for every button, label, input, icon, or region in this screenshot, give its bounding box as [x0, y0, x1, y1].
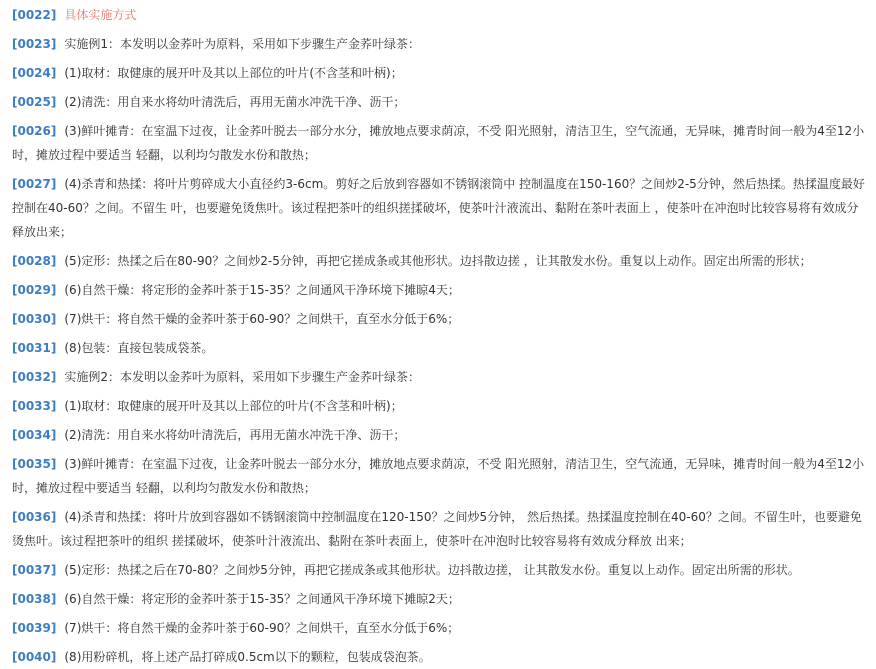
paragraph-number: [0034] [12, 428, 57, 442]
paragraph-number: [0026] [12, 124, 57, 138]
paragraph-0028 [12, 249, 868, 273]
paragraph-0024 [12, 61, 868, 85]
paragraph-text: (6)自然干燥：将定形的金荞叶茶于15-35？之间通风干净环境下摊晾2天； [64, 592, 460, 606]
paragraph-0036 [12, 505, 868, 553]
paragraph-number: [0039] [12, 621, 57, 635]
paragraph-number: [0024] [12, 66, 57, 80]
paragraph-text: (3)鲜叶摊青：在室温下过夜，让金荞叶脱去一部分水分，摊放地点要求荫凉，不受 阳光照射，清洁卫生，空气流通，无异味，摊青时间一般为4至12小时，摊放过程中要适当 轻翻，以利均匀散发水份和散热； [12, 457, 865, 495]
paragraph-number: [0032] [12, 370, 57, 384]
paragraph-0033 [12, 394, 868, 418]
paragraph-number: [0028] [12, 254, 57, 268]
paragraph-text: (6)自然干燥：将定形的金荞叶茶于15-35？之间通风干净环境下摊晾4天； [64, 283, 460, 297]
paragraph-text: (2)清洗：用自来水将幼叶清洗后，再用无菌水冲洗干净、沥干； [64, 428, 406, 442]
paragraph-text: (8)用粉碎机，将上述产品打碎成0.5cm以下的颗粒，包装成袋泡茶。 [64, 650, 431, 664]
paragraph-number: [0022] [12, 8, 57, 22]
paragraph-text: (7)烘干：将自然干燥的金荞叶茶于60-90？之间烘干，直至水分低于6%； [64, 621, 460, 635]
paragraph-number: [0031] [12, 341, 57, 355]
paragraph-text: 实施例1：本发明以金荞叶为原料，采用如下步骤生产金荞叶绿茶： [64, 37, 421, 51]
paragraph-text: (4)杀青和热揉：将叶片放到容器如不锈钢滚筒中控制温度在120-150？之间炒5分钟， 然后热揉。热揉温度控制在40-60？之间。不留生叶，也要避免烫焦叶。该过程把茶叶的组织 搓揉破坏，使茶叶汁液流出、黏附在茶叶表面上，使茶叶在冲泡时比较容易将有效成分释放 出来； [12, 510, 862, 548]
paragraph-text: (7)烘干：将自然干燥的金荞叶茶于60-90？之间烘干，直至水分低于6%； [64, 312, 460, 326]
paragraph-0035 [12, 452, 868, 500]
paragraph-number: [0033] [12, 399, 57, 413]
paragraph-number: [0036] [12, 510, 57, 524]
paragraph-0029 [12, 278, 868, 302]
paragraph-number: [0035] [12, 457, 57, 471]
paragraph-number: [0038] [12, 592, 57, 606]
paragraph-text: (3)鲜叶摊青：在室温下过夜，让金荞叶脱去一部分水分，摊放地点要求荫凉，不受 阳光照射，清洁卫生，空气流通，无异味，摊青时间一般为4至12小时，摊放过程中要适当 轻翻，以利均匀散发水份和散热； [12, 124, 865, 162]
paragraph-text: (2)清洗：用自来水将幼叶清洗后，再用无菌水冲洗干净、沥干； [64, 95, 406, 109]
paragraph-text: (1)取材：取健康的展开叶及其以上部位的叶片(不含茎和叶柄)； [64, 66, 403, 80]
paragraph-number: [0037] [12, 563, 57, 577]
paragraph-number: [0040] [12, 650, 57, 664]
paragraph-text: (5)定形：热揉之后在70-80？之间炒5分钟，再把它搓成条或其他形状。边抖散边搓， 让其散发水份。重复以上动作。固定出所需的形状。 [64, 563, 800, 577]
paragraph-0040 [12, 645, 868, 669]
paragraph-0022 [12, 3, 868, 27]
section-heading: 具体实施方式 [64, 8, 137, 22]
paragraph-0031 [12, 336, 868, 360]
paragraph-0037 [12, 558, 868, 582]
paragraph-text: (8)包装：直接包装成袋茶。 [64, 341, 214, 355]
paragraph-text: 实施例2：本发明以金荞叶为原料，采用如下步骤生产金荞叶绿茶： [64, 370, 421, 384]
paragraph-0026 [12, 119, 868, 167]
paragraph-number: [0029] [12, 283, 57, 297]
paragraph-0023 [12, 32, 868, 56]
paragraph-0039 [12, 616, 868, 640]
paragraph-text: (4)杀青和热揉：将叶片剪碎成大小直径约3-6cm。剪好之后放到容器如不锈钢滚筒中 控制温度在150-160？之间炒2-5分钟，然后热揉。热揉温度最好控制在40-60？之间。不留生 叶，也要避免烫焦叶。该过程把茶叶的组织搓揉破坏，使茶叶汁液流出、黏附在茶叶表面上 ，使茶叶在冲泡时比较容易将有效成分释放出来； [12, 177, 865, 239]
paragraph-number: [0025] [12, 95, 57, 109]
paragraph-number: [0027] [12, 177, 57, 191]
paragraph-number: [0023] [12, 37, 57, 51]
paragraph-0038 [12, 587, 868, 611]
paragraph-0027 [12, 172, 868, 244]
paragraph-0032 [12, 365, 868, 389]
paragraph-number: [0030] [12, 312, 57, 326]
paragraph-text: (5)定形：热揉之后在80-90？之间炒2-5分钟，再把它搓成条或其他形状。边抖散边搓 ，让其散发水份。重复以上动作。固定出所需的形状； [64, 254, 812, 268]
paragraph-0034 [12, 423, 868, 447]
paragraph-0025 [12, 90, 868, 114]
paragraph-text: (1)取材：取健康的展开叶及其以上部位的叶片(不含茎和叶柄)； [64, 399, 403, 413]
paragraph-0030 [12, 307, 868, 331]
